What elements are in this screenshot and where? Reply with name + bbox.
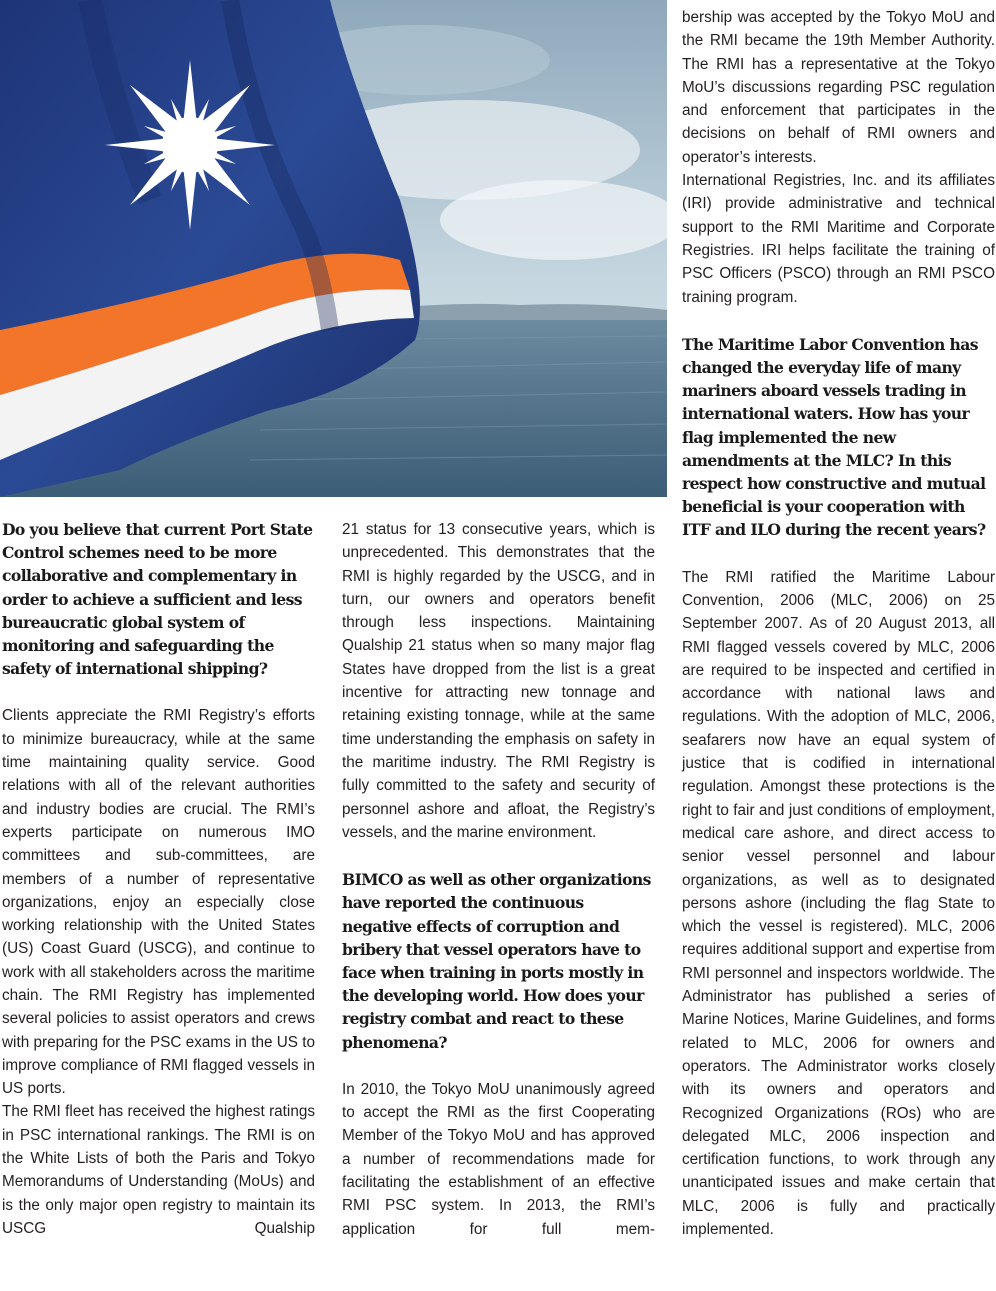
flag-photo xyxy=(0,0,667,497)
column-3 xyxy=(682,6,995,1241)
answer-paragraph: International Registries, Inc. and its affiliates (IRI) provide administrative and technical support to the RMI Maritime and Corporate Registries. IRI helps facilitate the training of PSC Officers (PSCO) through an RMI PSCO training program. xyxy=(682,172,995,306)
answer-paragraph: 21 status for 13 consecutive years, which is unprecedented. This demonstrates that the RMI is highly regarded by the USCG, and in turn, our owners and operators benefit through less inspections. Maintaining Qualship 21 status when so many major flag States have dropped from the list is a great incentive for attracting new tonnage and retaining existing tonnage, while at the same time understanding the emphasis on safety in the maritime industry. The RMI Registry is fully committed to the safety and security of personnel ashore and afloat, the Registry’s vessels, and the marine environment. xyxy=(342,521,655,841)
question-maritime-labor-convention: The Maritime Labor Convention has changed the everyday life of many mariners aboard vessels trading in international waters. How has your flag implemented the new amendments at the MLC? In this respect how constructive and mutual beneficial is your cooperation with ITF and ILO during the recent years? xyxy=(682,334,986,540)
question-corruption-bribery: BIMCO as well as other organizations have reported the continuous negative effects of corruption and bribery that vessel operators have to face when training in ports mostly in the developing world. How does your registry combat and react to these phenomena? xyxy=(342,870,651,1052)
answer-paragraph: The RMI fleet has received the highest ratings in PSC international rankings. The RMI is on the White Lists of both the Paris and Tokyo Memorandums of Understanding (MoUs) and is the only major open registry to maintain its USCG Qualship xyxy=(2,1103,315,1237)
flag-over-sea-photo xyxy=(0,0,667,497)
answer-paragraph: Clients appreciate the RMI Registry’s efforts to minimize bureaucracy, while at the same time maintaining quality service. Good relations with all of the relevant authorities and industry bodies are crucial. The RMI’s experts participate on numerous IMO committees and sub-committees, are members of a number of representative organizations, enjoy an especially close working relationship with the United States (US) Coast Guard (USCG), and continue to work with all stakeholders across the maritime chain. The RMI Registry has implemented several policies to assist operators and crews with preparing for the PSC exams in the US to improve compliance of RMI flagged vessels in US ports. xyxy=(2,707,315,1098)
answer-paragraph: In 2010, the Tokyo MoU unanimously agreed to accept the RMI as the first Cooperating Member of the Tokyo MoU and has approved a number of recommendations made for facilitating the establishment of an effective RMI PSC system. In 2013, the RMI’s application for full mem- xyxy=(342,1080,655,1238)
question-psc-schemes: Do you believe that current Port State Control schemes need to be more collaborative and complementary in order to achieve a sufficient and less bureaucratic global system of monitoring and safeguarding the safety of international shipping? xyxy=(2,520,313,679)
column-1 xyxy=(2,518,315,1240)
answer-paragraph: The RMI ratified the Maritime Labour Convention, 2006 (MLC, 2006) on 25 September 2007. As of 20 August 2013, all RMI flagged vessels covered by MLC, 2006 are required to be inspected and certified in accordance with national laws and regulations. With the adoption of MLC, 2006, seafarers now have an equal system of justice that is codified in international regulation. Amongst these protections is the right to fair and just conditions of employment, medical care ashore, and direct access to senior vessel personnel and labour organizations, as well as to designated persons ashore (including the flag State to which the vessel is registered). MLC, 2006 requires additional support and expertise from RMI personnel and inspectors worldwide. The Administrator has published a series of Marine Notices, Marine Guidelines, and forms related to MLC, 2006 for owners and operators. The Administrator works closely with its owners and operators and Recognized Organizations (ROs) who are delegated MLC, 2006 inspection and certification functions, to work through any unanticipated issues and make certain that MLC, 2006 is fully and practically implemented. xyxy=(682,568,995,1238)
column-2 xyxy=(342,518,655,1241)
answer-paragraph: bership was accepted by the Tokyo MoU and the RMI became the 19th Member Authority. The RMI has a representative at the Tokyo MoU’s discussions regarding PSC regulation and enforcement that participates in the decisions on behalf of RMI owners and operator’s interests. xyxy=(682,9,995,166)
